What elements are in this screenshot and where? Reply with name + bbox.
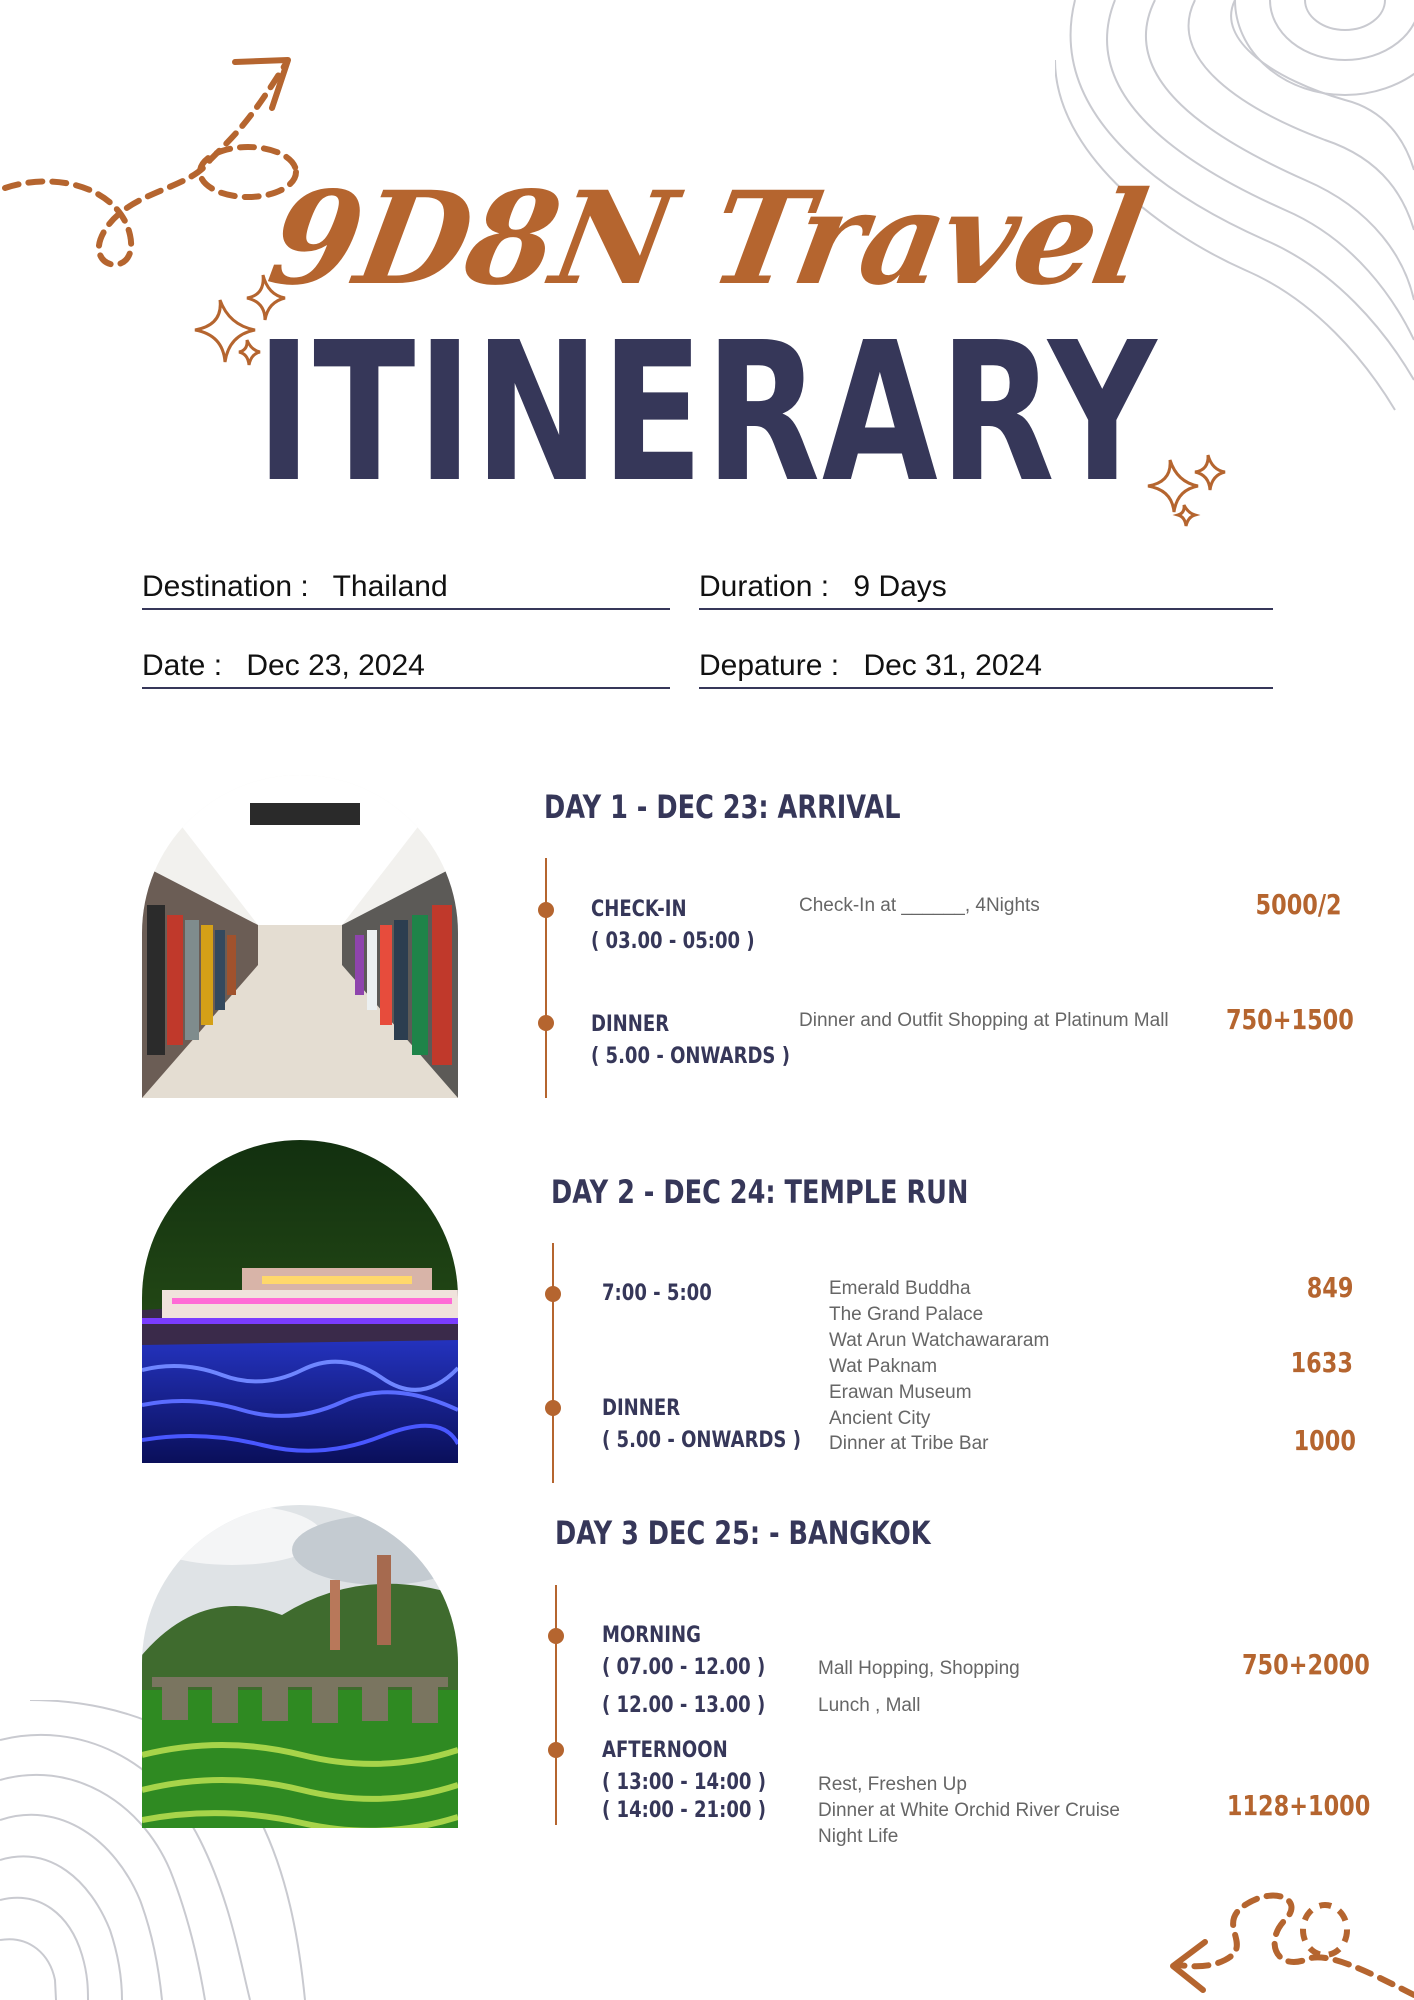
- dashed-arrow-decoration: [1165, 1890, 1414, 2000]
- day-2-slot-1: [602, 1278, 712, 1310]
- day-3-price-2: 1128+1000: [1226, 1789, 1370, 1822]
- slot-time: ( 14:00 - 21:00 ): [602, 1798, 766, 1823]
- day-1-slot-1-desc: Check-In at ______, 4Nights: [799, 895, 1040, 916]
- mall-corridor-photo: [142, 775, 458, 1098]
- day-3-price-1: 750+2000: [1242, 1648, 1370, 1681]
- activity-item: Erawan Museum: [829, 1382, 972, 1403]
- day-1-heading: DAY 1 - DEC 23: ARRIVAL: [544, 788, 901, 826]
- activity-item: Ancient City: [829, 1408, 931, 1429]
- day-2-timeline: [552, 1243, 554, 1483]
- slot-time: ( 03.00 - 05:00 ): [591, 929, 755, 954]
- day-3-activity: Mall Hopping, Shopping: [818, 1658, 1020, 1679]
- slot-label: DINNER: [602, 1396, 681, 1421]
- day-3-activity: Lunch , Mall: [818, 1695, 921, 1716]
- day-2-dinner-desc: Dinner at Tribe Bar: [829, 1433, 989, 1454]
- day-2-slot-2: [602, 1393, 801, 1457]
- slot-label: DINNER: [591, 1012, 670, 1037]
- slot-time: ( 5.00 - ONWARDS ): [591, 1044, 790, 1069]
- day-1-slot-1: [591, 894, 755, 958]
- date-label: Date :: [142, 649, 223, 682]
- page-title: ITINERARY: [255, 302, 1159, 525]
- activity-item: Night Life: [818, 1826, 899, 1847]
- day-3-heading: DAY 3 DEC 25: - BANGKOK: [555, 1514, 931, 1552]
- slot-label: AFTERNOON: [602, 1738, 728, 1763]
- destination-field: [142, 570, 670, 610]
- date-value: Dec 23, 2024: [246, 649, 425, 682]
- duration-label: Duration :: [699, 570, 830, 603]
- slot-label: 7:00 - 5:00: [602, 1281, 712, 1306]
- day-2-price-1: 849: [1306, 1271, 1353, 1304]
- duration-value: 9 Days: [853, 570, 947, 603]
- duration-field: [699, 570, 1273, 610]
- timeline-dot: [545, 1286, 561, 1302]
- day-1-slot-2: [591, 1009, 790, 1073]
- destination-label: Destination :: [142, 570, 309, 603]
- timeline-dot: [548, 1628, 564, 1644]
- day-1-slot-1-price: 5000/2: [1255, 888, 1342, 921]
- destination-value: Thailand: [332, 570, 448, 603]
- activity-item: Rest, Freshen Up: [818, 1774, 967, 1795]
- day-2-heading: DAY 2 - DEC 24: TEMPLE RUN: [551, 1173, 969, 1211]
- date-field: [142, 649, 670, 689]
- activity-item: Wat Arun Watchawararam: [829, 1330, 1050, 1351]
- day-3-slot-2: [602, 1735, 766, 1827]
- slot-time: ( 5.00 - ONWARDS ): [602, 1428, 801, 1453]
- timeline-dot: [538, 1015, 554, 1031]
- day-1-timeline: [545, 858, 547, 1098]
- slot-time: ( 13:00 - 14:00 ): [602, 1770, 766, 1795]
- timeline-dot: [538, 902, 554, 918]
- day-2-price-2: 1633: [1290, 1346, 1353, 1379]
- day-3-slot-1: [602, 1620, 765, 1722]
- day-2-activities: [829, 1276, 1049, 1432]
- river-cruise-photo: [142, 1140, 458, 1463]
- slot-label: MORNING: [602, 1623, 701, 1648]
- day-3-timeline: [555, 1585, 557, 1825]
- slot-time: ( 07.00 - 12.00 ): [602, 1655, 766, 1680]
- day-1-slot-2-desc: Dinner and Outfit Shopping at Platinum Mall: [799, 1010, 1169, 1031]
- day-2-price-3: 1000: [1293, 1424, 1356, 1457]
- slot-label: CHECK-IN: [591, 897, 687, 922]
- slot-time: ( 12.00 - 13.00 ): [602, 1693, 766, 1718]
- departure-value: Dec 31, 2024: [863, 649, 1042, 682]
- activity-item: Emerald Buddha: [829, 1278, 971, 1299]
- day-1-slot-2-price: 750+1500: [1226, 1003, 1354, 1036]
- activity-item: Wat Paknam: [829, 1356, 938, 1377]
- title-script: 9D8N Travel: [259, 164, 1155, 314]
- activity-item: Dinner at White Orchid River Cruise: [818, 1800, 1120, 1821]
- activity-item: The Grand Palace: [829, 1304, 984, 1325]
- departure-label: Depature :: [699, 649, 840, 682]
- timeline-dot: [548, 1742, 564, 1758]
- tropical-garden-photo: [142, 1505, 458, 1828]
- timeline-dot: [545, 1400, 561, 1416]
- day-3-activities: [818, 1772, 1120, 1850]
- departure-field: [699, 649, 1273, 689]
